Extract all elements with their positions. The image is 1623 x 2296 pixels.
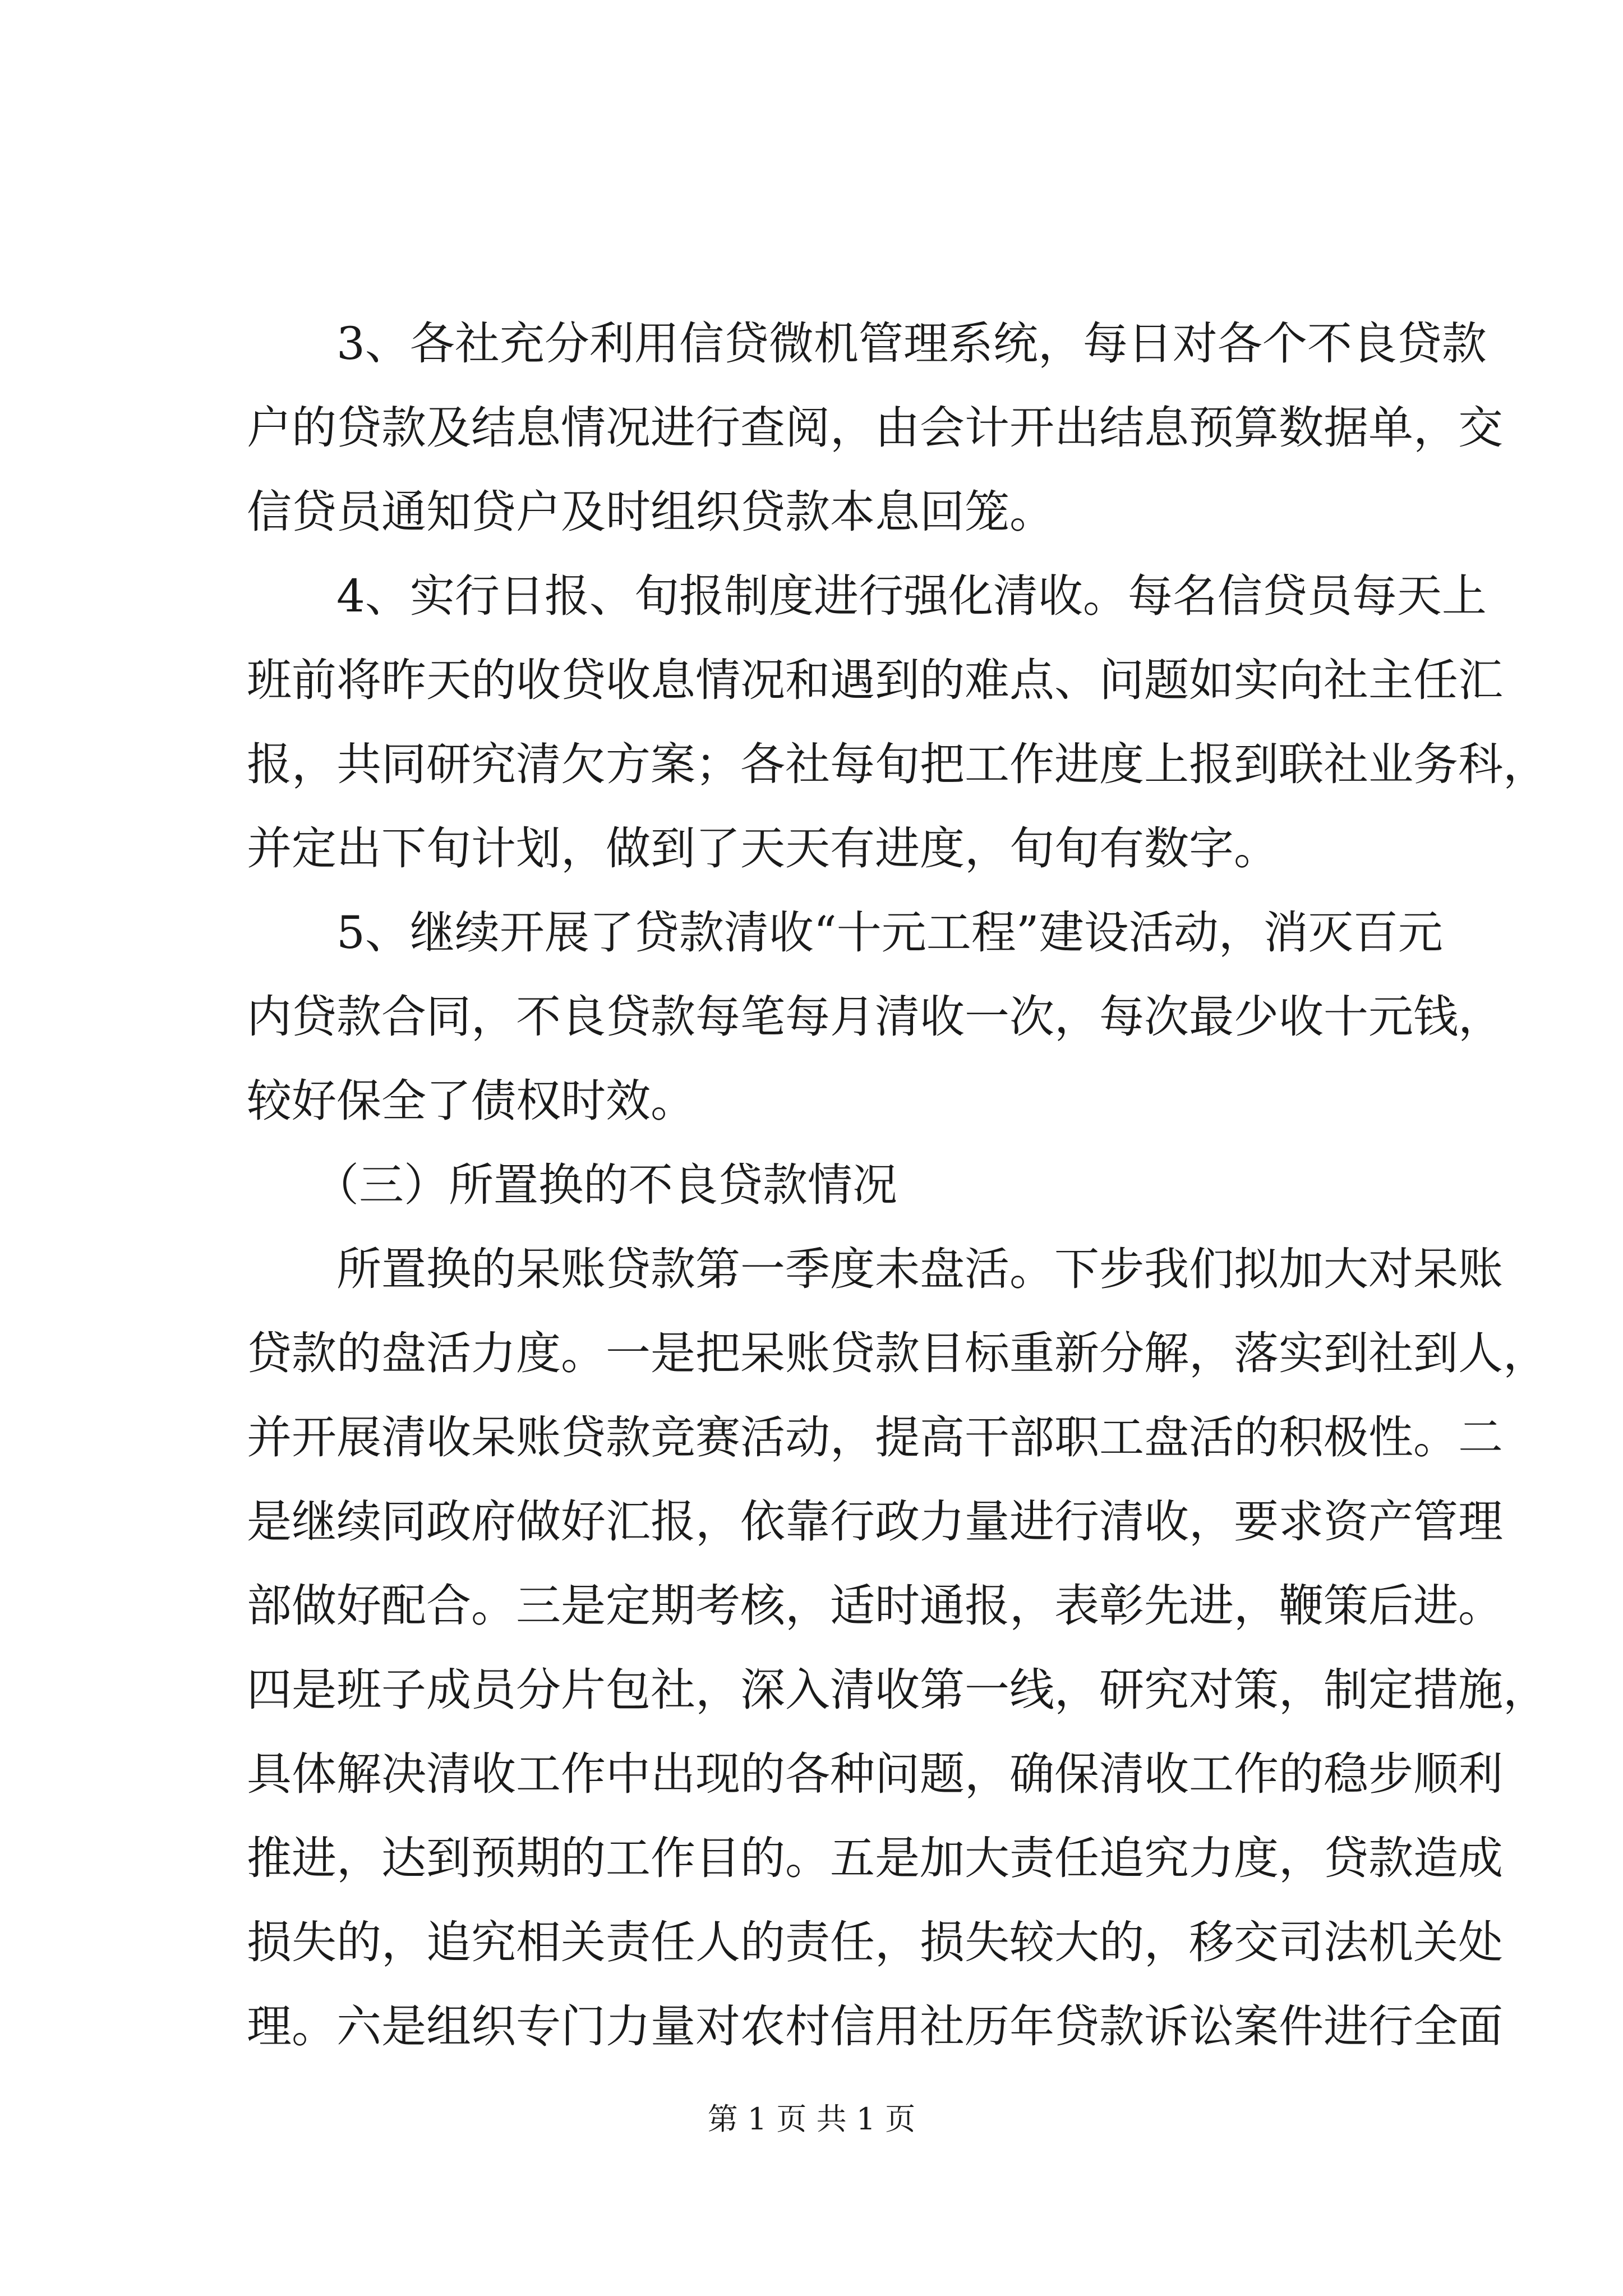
paragraph-line: 户的贷款及结息情况进行查阅，由会计开出结息预算数据单，交 — [247, 402, 1503, 454]
paragraph-2 — [247, 554, 1548, 891]
paragraph-line: 具体解决清收工作中出现的各种问题，确保清收工作的稳步顺利 — [247, 1748, 1503, 1800]
paragraph-line: 3、各社充分利用信贷微机管理系统，每日对各个不良贷款 — [336, 318, 1487, 370]
paragraph-line: 较好保全了债权时效。 — [247, 1075, 695, 1127]
paragraph-line: 推进，达到预期的工作目的。五是加大责任追究力度，贷款造成 — [247, 1832, 1503, 1884]
paragraph-line: 理。六是组织专门力量对农村信用社历年贷款诉讼案件进行全面 — [247, 2000, 1503, 2053]
paragraph-line: 4、实行日报、旬报制度进行强化清收。每名信贷员每天上 — [336, 570, 1487, 622]
paragraph-line: 所置换的呆账贷款第一季度未盘活。下步我们拟加大对呆账 — [336, 1243, 1503, 1295]
paragraph-line: 贷款的盘活力度。一是把呆账贷款目标重新分解，落实到社到人， — [247, 1327, 1548, 1379]
paragraph-line: 损失的，追究相关责任人的责任，损失较大的，移交司法机关处 — [247, 1916, 1503, 1968]
paragraph-line: 报，共同研究清欠方案；各社每旬把工作进度上报到联社业务科， — [247, 738, 1548, 790]
paragraph-line: 部做好配合。三是定期考核，适时通报，表彰先进，鞭策后进。 — [247, 1580, 1503, 1632]
page-footer — [0, 2097, 1623, 2142]
paragraph-3 — [247, 891, 1503, 1143]
paragraph-line: 是继续同政府做好汇报，依靠行政力量进行清收，要求资产管理 — [247, 1496, 1503, 1548]
page-number-label: 第 1 页 共 1 页 — [707, 2101, 916, 2137]
section-heading-text: （三）所置换的不良贷款情况 — [314, 1159, 897, 1211]
paragraph-line: 5、继续开展了贷款清收“十元工程”建设活动，消灭百元 — [336, 907, 1443, 959]
paragraph-line: 信贷员通知贷户及时组织贷款本息回笼。 — [247, 486, 1054, 538]
paragraph-line: 并定出下旬计划，做到了天天有进度，旬旬有数字。 — [247, 822, 1279, 875]
section-heading — [247, 1143, 1413, 1227]
paragraph-line: 四是班子成员分片包社，深入清收第一线，研究对策，制定措施， — [247, 1664, 1548, 1716]
document-body — [247, 302, 1548, 2069]
paragraph-line: 并开展清收呆账贷款竞赛活动，提高干部职工盘活的积极性。二 — [247, 1411, 1503, 1464]
paragraph-line: 内贷款合同，不良贷款每笔每月清收一次，每次最少收十元钱， — [247, 991, 1503, 1043]
paragraph-line: 班前将昨天的收贷收息情况和遇到的难点、问题如实向社主任汇 — [247, 654, 1503, 706]
paragraph-1 — [247, 302, 1503, 554]
paragraph-4 — [247, 1227, 1548, 2069]
